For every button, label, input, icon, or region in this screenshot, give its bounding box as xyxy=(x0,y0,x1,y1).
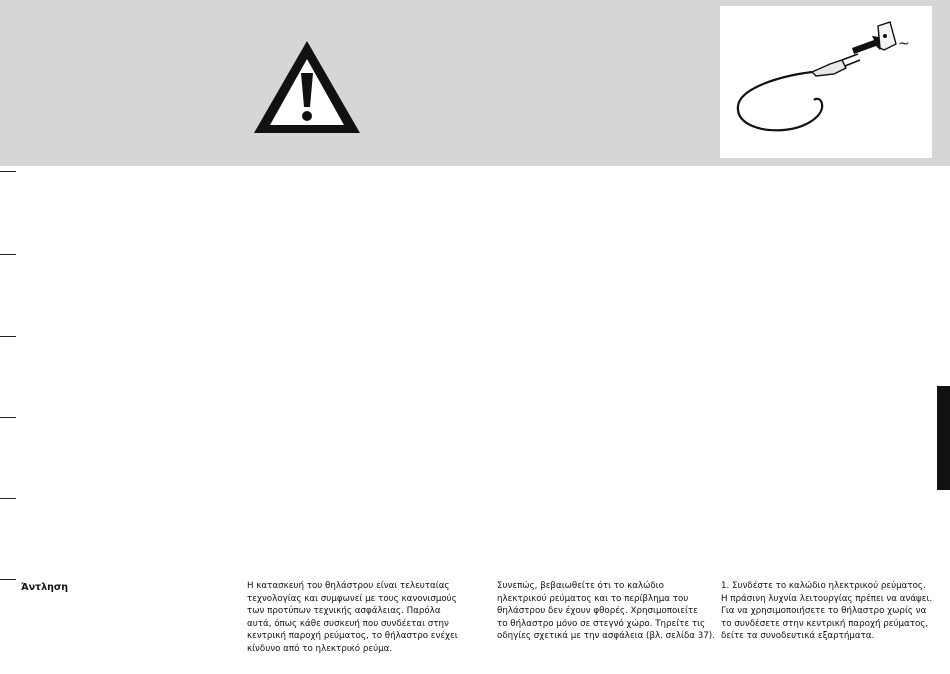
section-title: Άντληση xyxy=(21,582,69,593)
text-line: 1. Συνδέστε το καλώδιο ηλεκτρικού ρεύματος. xyxy=(721,581,926,591)
text-line: το συνδέσετε στην κεντρική παροχή ρεύματος, xyxy=(721,618,929,629)
text-line: το θήλαστρο μόνο σε στεγνό χώρο. Τηρείτε τις xyxy=(497,618,706,629)
text-line: κίνδυνο από το ηλεκτρικό ρεύμα. xyxy=(247,643,393,654)
text-column-3 xyxy=(721,580,932,643)
power-plug-icon xyxy=(720,6,932,158)
margin-marker xyxy=(0,336,16,337)
margin-marker xyxy=(0,171,16,172)
text-line: Συνεπώς, βεβαιωθείτε ότι το καλώδιο xyxy=(497,581,664,591)
warning-triangle-icon xyxy=(250,37,364,137)
margin-marker xyxy=(0,498,16,499)
text-column-2 xyxy=(497,580,715,643)
text-line: Η κατασκευή του θηλάστρου είναι τελευταίας xyxy=(247,581,450,591)
text-line: Η πράσινη λυχνία λειτουργίας πρέπει να ανάψει. xyxy=(721,593,933,604)
chapter-tab xyxy=(937,386,950,490)
text-line: Για να χρησιμοποιήσετε το θήλαστρο χωρίς να xyxy=(721,606,927,617)
text-line: οδηγίες σχετικά με την ασφάλεια (βλ. σελίδα 37). xyxy=(497,631,715,642)
text-column-1 xyxy=(247,580,458,656)
margin-marker xyxy=(0,417,16,418)
text-line: αυτά, όπως κάθε συσκευή που συνδέεται στην xyxy=(247,618,449,629)
plug-illustration xyxy=(720,6,932,158)
margin-marker xyxy=(0,254,16,255)
margin-marker xyxy=(0,579,16,580)
text-line: κεντρική παροχή ρεύματος, το θήλαστρο ενέχει xyxy=(247,631,458,642)
text-line: ηλεκτρικού ρεύματος και το περίβλημα του xyxy=(497,593,689,604)
text-line: δείτε τα συνοδευτικά εξαρτήματα. xyxy=(721,631,875,642)
text-line: τεχνολογίας και συμφωνεί με τους κανονισμούς xyxy=(247,593,457,604)
text-line: των προτύπων τεχνικής ασφάλειας. Παρόλα xyxy=(247,606,441,617)
header-banner xyxy=(0,0,950,166)
ac-symbol: ~ xyxy=(898,36,910,52)
text-line: θηλάστρου δεν έχουν φθορές. Χρησιμοποιείτε xyxy=(497,606,698,617)
